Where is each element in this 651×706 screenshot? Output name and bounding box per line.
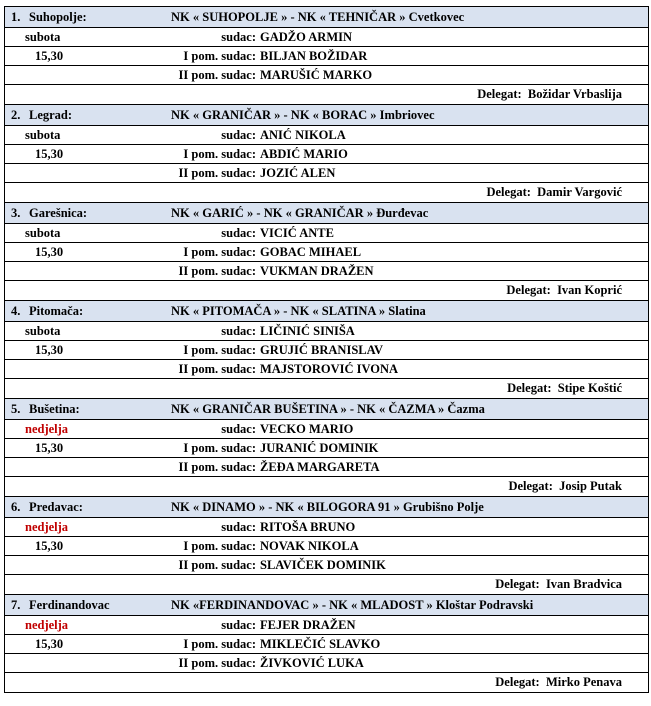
match-venue: Garešnica: [29, 206, 88, 220]
delegate-name: Josip Putak [559, 479, 622, 493]
match-number: 6. [11, 500, 21, 514]
match-time: 15,30 [35, 343, 64, 357]
delegate-label: Delegat: [508, 479, 553, 493]
assistant2-row [5, 360, 648, 379]
assistant2-row [5, 458, 648, 477]
delegate-row [5, 477, 648, 496]
referee-name: FEJER DRAŽEN [260, 618, 356, 632]
assistant1-row [5, 635, 648, 654]
delegate-row [5, 85, 648, 104]
assistant1-label: I pom. sudac: [183, 245, 256, 259]
assistant1-label: I pom. sudac: [183, 147, 256, 161]
match-day: nedjelja [25, 520, 69, 534]
assistant1-row [5, 47, 648, 66]
referee-label: sudac: [221, 520, 256, 534]
delegate-name: Damir Vargović [537, 185, 622, 199]
match-block [5, 497, 648, 595]
match-venue: Pitomača: [29, 304, 84, 318]
match-block [5, 105, 648, 203]
match-day: subota [25, 30, 61, 44]
referee-label: sudac: [221, 30, 256, 44]
match-time: 15,30 [35, 147, 64, 161]
match-time: 15,30 [35, 49, 64, 63]
delegate-name: Božidar Vrbaslija [527, 87, 622, 101]
delegate-label: Delegat: [486, 185, 531, 199]
match-venue: Suhopolje: [29, 10, 87, 24]
referee-row [5, 322, 648, 341]
match-header-row [5, 399, 648, 420]
match-day: nedjelja [25, 618, 69, 632]
referee-name: LIČINIĆ SINIŠA [260, 324, 355, 338]
referee-row [5, 28, 648, 47]
match-venue: Ferdinandovac [29, 598, 110, 612]
assistant1-name: NOVAK NIKOLA [260, 539, 359, 553]
match-number: 7. [11, 598, 21, 612]
match-block [5, 203, 648, 301]
delegate-cell [486, 183, 622, 202]
match-number: 2. [11, 108, 21, 122]
match-fixture: NK « SUHOPOLJE » - NK « TEHNIČAR » Cvetkovec [171, 10, 465, 24]
match-fixture: NK «FERDINANDOVAC » - NK « MLADOST » Kloštar Podravski [171, 598, 534, 612]
delegate-cell [477, 85, 622, 104]
match-fixture: NK « PITOMAČA » - NK « SLATINA » Slatina [171, 304, 426, 318]
assistant2-name: ŽIVKOVIĆ LUKA [260, 656, 364, 670]
referee-row [5, 126, 648, 145]
referee-row [5, 420, 648, 439]
referee-name: RITOŠA BRUNO [260, 520, 356, 534]
assistant1-name: ABDIĆ MARIO [260, 147, 348, 161]
assistant2-row [5, 556, 648, 575]
match-header-row [5, 497, 648, 518]
assistant1-name: JURANIĆ DOMINIK [260, 441, 379, 455]
assistant2-name: VUKMAN DRAŽEN [260, 264, 374, 278]
match-block [5, 595, 648, 693]
delegate-row [5, 673, 648, 692]
match-header-row [5, 203, 648, 224]
assistant2-row [5, 66, 648, 85]
delegate-row [5, 281, 648, 300]
delegate-row [5, 379, 648, 398]
referee-row [5, 224, 648, 243]
match-header-row [5, 595, 648, 616]
referee-name: VECKO MARIO [260, 422, 354, 436]
assistant2-label: II pom. sudac: [178, 460, 256, 474]
assistant1-label: I pom. sudac: [183, 441, 256, 455]
assistant1-label: I pom. sudac: [183, 343, 256, 357]
referee-label: sudac: [221, 618, 256, 632]
assistant1-row [5, 145, 648, 164]
match-number: 1. [11, 10, 21, 24]
match-block [5, 399, 648, 497]
match-number: 4. [11, 304, 21, 318]
delegate-name: Mirko Penava [545, 675, 622, 689]
referee-label: sudac: [221, 226, 256, 240]
assistant1-row [5, 341, 648, 360]
match-number: 5. [11, 402, 21, 416]
delegate-name: Ivan Bradvica [545, 577, 622, 591]
assistant2-name: ŽEĐA MARGARETA [260, 460, 380, 474]
delegate-row [5, 575, 648, 594]
assistant2-name: MAJSTOROVIĆ IVONA [260, 362, 399, 376]
delegate-cell [495, 575, 622, 594]
match-time: 15,30 [35, 539, 64, 553]
assistant2-label: II pom. sudac: [178, 68, 256, 82]
assistant2-name: MARUŠIĆ MARKO [260, 68, 373, 82]
delegate-label: Delegat: [477, 87, 522, 101]
assistant2-name: JOZIĆ ALEN [260, 166, 336, 180]
delegate-name: Ivan Koprić [557, 283, 622, 297]
delegate-label: Delegat: [506, 283, 551, 297]
match-venue: Legrad: [29, 108, 73, 122]
referee-row [5, 616, 648, 635]
assistant2-label: II pom. sudac: [178, 656, 256, 670]
assistant1-row [5, 537, 648, 556]
referee-row [5, 518, 648, 537]
assistant1-label: I pom. sudac: [183, 539, 256, 553]
delegate-name: Stipe Koštić [557, 381, 622, 395]
assistant1-name: GOBAC MIHAEL [260, 245, 362, 259]
delegate-cell [495, 673, 622, 692]
match-fixture: NK « GRANIČAR BUŠETINA » - NK « ČAZMA » Čazma [171, 402, 485, 416]
delegate-cell [506, 281, 622, 300]
referee-label: sudac: [221, 324, 256, 338]
delegate-label: Delegat: [495, 675, 540, 689]
assistant2-label: II pom. sudac: [178, 362, 256, 376]
assistant1-row [5, 243, 648, 262]
delegate-cell [508, 477, 622, 496]
match-time: 15,30 [35, 441, 64, 455]
referee-label: sudac: [221, 422, 256, 436]
assistant1-name: MIKLEČIĆ SLAVKO [260, 637, 381, 651]
match-number: 3. [11, 206, 21, 220]
match-time: 15,30 [35, 245, 64, 259]
assistant1-row [5, 439, 648, 458]
match-venue: Predavac: [29, 500, 83, 514]
match-day: nedjelja [25, 422, 69, 436]
match-fixture: NK « GARIĆ » - NK « GRANIČAR » Đurđevac [171, 206, 429, 220]
assistant2-label: II pom. sudac: [178, 558, 256, 572]
delegate-label: Delegat: [507, 381, 552, 395]
match-header-row [5, 105, 648, 126]
match-day: subota [25, 128, 61, 142]
assistant2-name: SLAVIČEK DOMINIK [260, 558, 386, 572]
delegate-label: Delegat: [495, 577, 540, 591]
match-fixture: NK « GRANIČAR » - NK « BORAC » Imbriovec [171, 108, 435, 122]
match-header-row [5, 7, 648, 28]
match-block [5, 301, 648, 399]
assistant2-row [5, 164, 648, 183]
assistant2-label: II pom. sudac: [178, 264, 256, 278]
assistant2-row [5, 262, 648, 281]
referee-name: VICIĆ ANTE [260, 226, 334, 240]
match-day: subota [25, 226, 61, 240]
delegate-row [5, 183, 648, 202]
match-schedule-table [4, 6, 649, 693]
match-venue: Bušetina: [29, 402, 80, 416]
match-day: subota [25, 324, 61, 338]
referee-name: GADŽO ARMIN [260, 30, 353, 44]
assistant2-row [5, 654, 648, 673]
match-header-row [5, 301, 648, 322]
match-time: 15,30 [35, 637, 64, 651]
delegate-cell [507, 379, 622, 398]
match-fixture: NK « DINAMO » - NK « BILOGORA 91 » Grubišno Polje [171, 500, 484, 514]
assistant1-label: I pom. sudac: [183, 637, 256, 651]
assistant1-name: GRUJIĆ BRANISLAV [260, 343, 384, 357]
match-block [5, 7, 648, 105]
assistant1-name: BILJAN BOŽIDAR [260, 49, 368, 63]
referee-label: sudac: [221, 128, 256, 142]
assistant1-label: I pom. sudac: [183, 49, 256, 63]
referee-name: ANIĆ NIKOLA [260, 128, 346, 142]
assistant2-label: II pom. sudac: [178, 166, 256, 180]
